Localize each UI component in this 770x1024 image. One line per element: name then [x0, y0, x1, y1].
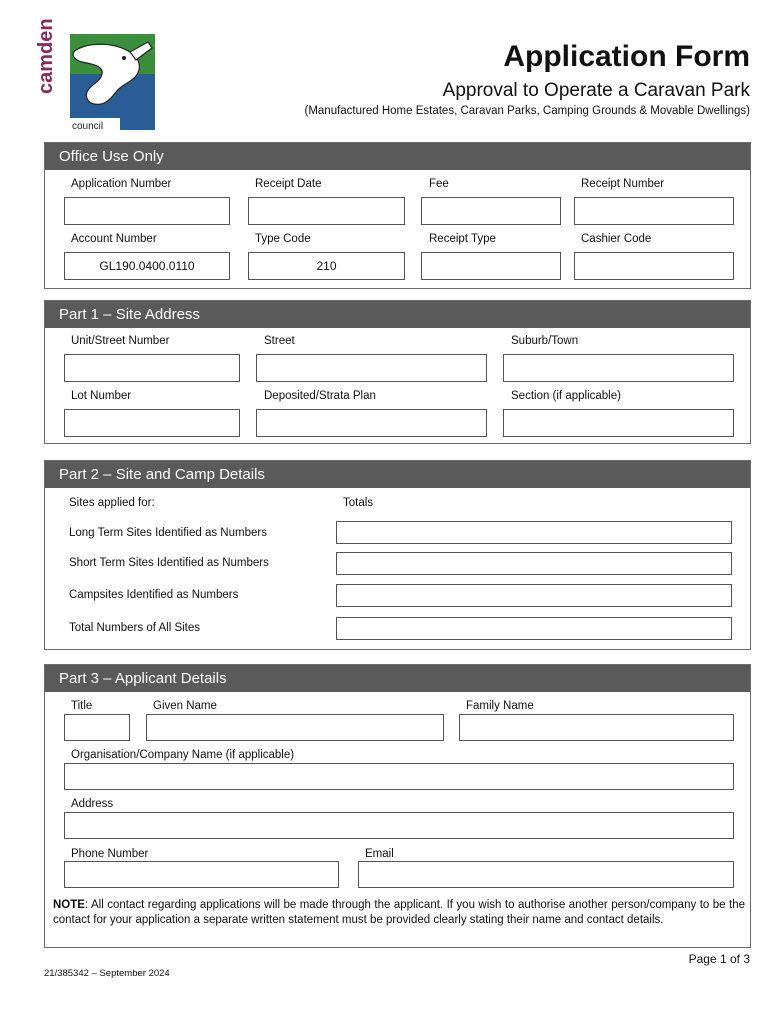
suburb-town-label: Suburb/Town [511, 335, 579, 347]
family-name-label: Family Name [466, 700, 534, 712]
page-number: Page 1 of 3 [688, 952, 750, 966]
account-number-field[interactable]: GL190.0400.0110 [64, 252, 230, 280]
total-sites-field[interactable] [336, 617, 732, 640]
note-prefix: NOTE [53, 899, 85, 911]
title-label: Title [71, 700, 93, 712]
section-label: Section (if applicable) [511, 390, 621, 402]
application-number-field[interactable] [64, 197, 230, 225]
given-name-label: Given Name [153, 700, 217, 712]
logo-sub-text: council [72, 121, 104, 132]
address-label: Address [71, 798, 114, 810]
page-subtitle: Approval to Operate a Caravan Park [442, 80, 750, 101]
note-text: : All contact regarding applications will be made through the applicant. If you wish to authorise another person/company to be the contact for your application a separate written statement must be provided clearly stating their name and contact details. [53, 899, 745, 926]
campsites-field[interactable] [336, 584, 732, 607]
fee-label: Fee [429, 178, 449, 190]
total-sites-label: Total Numbers of All Sites [69, 622, 201, 634]
deposited-strata-plan-label: Deposited/Strata Plan [264, 390, 376, 402]
type-code-field[interactable]: 210 [248, 252, 405, 280]
receipt-date-field[interactable] [248, 197, 405, 225]
part1-site-address-section [44, 300, 751, 444]
receipt-number-field[interactable] [574, 197, 734, 225]
lot-number-label: Lot Number [71, 390, 132, 402]
receipt-type-label: Receipt Type [429, 233, 496, 245]
office-use-section [44, 142, 751, 289]
suburb-town-field[interactable] [503, 354, 734, 382]
family-name-field[interactable] [459, 714, 734, 741]
document-reference: 21/385342 – September 2024 [44, 968, 170, 979]
organisation-field[interactable] [64, 763, 734, 790]
given-name-field[interactable] [146, 714, 444, 741]
lot-number-field[interactable] [64, 409, 240, 437]
fee-field[interactable] [421, 197, 561, 225]
street-field[interactable] [256, 354, 487, 382]
type-code-label: Type Code [255, 233, 311, 245]
receipt-type-field[interactable] [421, 252, 561, 280]
receipt-number-label: Receipt Number [581, 178, 665, 190]
account-number-label: Account Number [71, 233, 157, 245]
street-label: Street [264, 335, 295, 347]
deposited-strata-plan-field[interactable] [256, 409, 487, 437]
short-term-sites-label: Short Term Sites Identified as Numbers [69, 557, 269, 569]
email-label: Email [365, 848, 394, 860]
title-field[interactable] [64, 714, 130, 741]
part1-heading: Part 1 – Site Address [45, 301, 750, 328]
long-term-sites-label: Long Term Sites Identified as Numbers [69, 527, 267, 539]
logo-brand-text: camden [35, 18, 57, 94]
camden-council-logo [35, 18, 159, 134]
contact-note [53, 898, 745, 927]
totals-label: Totals [343, 497, 374, 509]
sites-applied-label: Sites applied for: [69, 497, 155, 509]
long-term-sites-field[interactable] [336, 521, 732, 544]
part2-heading: Part 2 – Site and Camp Details [45, 461, 750, 488]
short-term-sites-field[interactable] [336, 552, 732, 575]
part2-site-camp-details-section [44, 460, 751, 650]
application-number-label: Application Number [71, 178, 172, 190]
receipt-date-label: Receipt Date [255, 178, 322, 190]
office-use-heading: Office Use Only [45, 143, 750, 170]
cashier-code-field[interactable] [574, 252, 734, 280]
section-field[interactable] [503, 409, 734, 437]
address-field[interactable] [64, 812, 734, 839]
platypus-logo-graphic [35, 18, 159, 134]
unit-street-number-field[interactable] [64, 354, 240, 382]
email-field[interactable] [358, 861, 734, 888]
organisation-label: Organisation/Company Name (if applicable) [71, 749, 295, 761]
page-scope-note: (Manufactured Home Estates, Caravan Parks, Camping Grounds & Movable Dwellings) [304, 105, 750, 117]
phone-number-field[interactable] [64, 861, 339, 888]
part3-heading: Part 3 – Applicant Details [45, 665, 750, 692]
page-title: Application Form [503, 40, 750, 73]
phone-number-label: Phone Number [71, 848, 149, 860]
unit-street-number-label: Unit/Street Number [71, 335, 170, 347]
campsites-label: Campsites Identified as Numbers [69, 589, 239, 601]
cashier-code-label: Cashier Code [581, 233, 652, 245]
